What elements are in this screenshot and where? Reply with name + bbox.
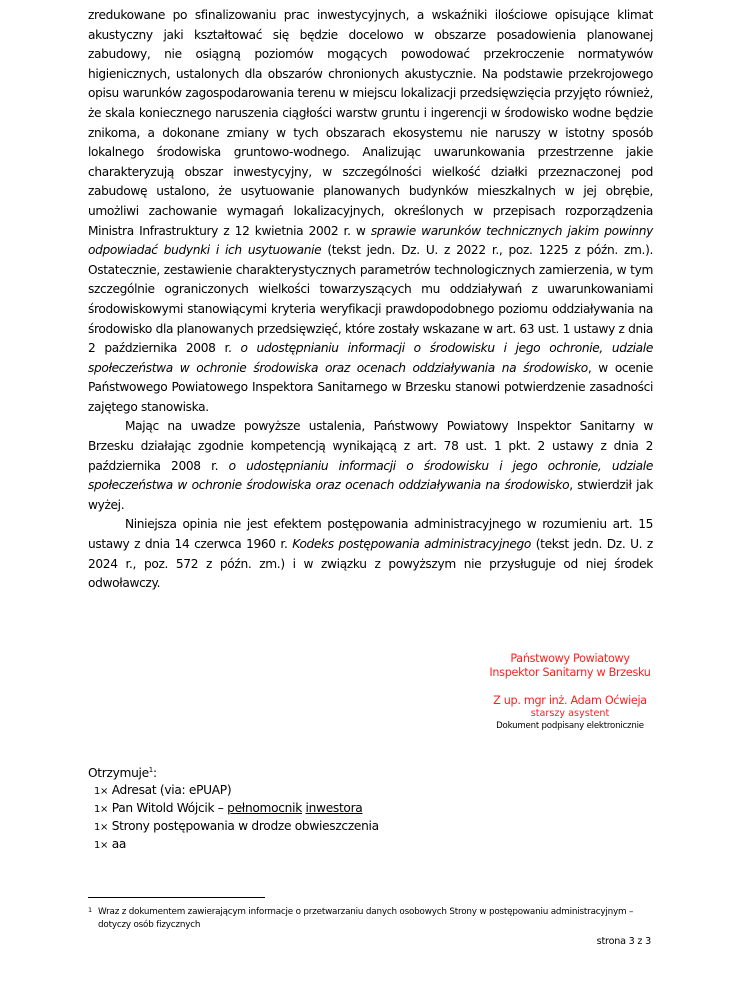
page-number: strona 3 z 3 bbox=[596, 936, 651, 947]
footnote bbox=[88, 906, 658, 931]
legal-citation-title: Kodeks postępowania administracyjnego bbox=[292, 537, 532, 552]
recipient-item: 1× Strony postępowania w drodze obwieszczenia bbox=[94, 819, 379, 834]
signature-office-line2: Inspektor Sanitarny w Brzesku bbox=[489, 666, 651, 679]
recipient-item: 1× aa bbox=[94, 837, 127, 852]
paragraph-assessment bbox=[88, 6, 653, 417]
text-run: zredukowane po sfinalizowaniu prac inwestycyjnych, a wskaźniki ilościowe opisujące klimat akustyczny jaki kształtować się będzie docelowo w obszarze posadowienia planowanej zabudowy, nie osiągną poziomów mogących powodować przekroczenie normatywów higienicznych, ustalonych dla obszarów chronionych akustycznie. Na podstawie przekrojowego opisu warunków zagospodarowania terenu w miejscu lokalizacji przedsięwzięcia przyjęto również, że skala koniecznego naruszenia ciągłości warstw gruntu i ingerencji w środowisko wodne będzie znikoma, a dokonane zmiany w tych obszarach ekosystemu nie naruszy w istotny sposób lokalnego środowiska gruntowo-wodnego. Analizując uwarunkowania przestrzenne jakie charakteryzują obszar inwestycyjny, w szczególności wielkość działki przeznaczonej pod zabudowę ustalono, że usytuowanie planowanych budynków mieszkalnych w jej obrębie, umożliwi zachowanie wymagań lokalizacyjnych, określonych w przepisach rozporządzenia Ministra Infrastruktury z 12 kwietnia 2002 r. w bbox=[88, 8, 653, 238]
footnote-separator bbox=[88, 897, 265, 898]
text-run: Mając na uwadze powyższe ustalenia, Państwowy Powiatowy Inspektor Sanitarny w Brzesku działając zgodnie kompetencją wynikającą z art. 78 ust. 1 pkt. 2 ustawy z dnia 2 października 2008 r. bbox=[88, 419, 653, 473]
legal-citation-title: o udostępnianiu informacji o środowisku i jego ochronie, udziale społeczeństwa w ochronie środowiska oraz ocenach oddziaływania na środowisko bbox=[88, 341, 653, 375]
text-run: (tekst jedn. Dz. U. z 2024 r., poz. 572 z późn. zm.) i w związku z powyższym nie przysługuje od niej środek odwoławczy. bbox=[88, 537, 653, 591]
text-run: (tekst jedn. Dz. U. z 2022 r., poz. 1225 z późn. zm.). Ostatecznie, zestawienie charakterystycznych parametrów technologicznych zamierzenia, w tym szczególnie ograniczonych wielkości towarzyszących mu oddziaływań z uwarunkowaniami środowiskowymi stanowiącymi kryteria weryfikacji prawdopodobnego poziomu oddziaływania na środowisko dla planowanych przedsięwzięć, które zostały wskazane w art. 63 ust. 1 ustawy z dnia 2 października 2008 r. bbox=[88, 243, 653, 356]
legal-citation-title: o udostępnianiu informacji o środowisku i jego ochronie, udziale społeczeństwa w ochronie środowiska oraz ocenach oddziaływania na środowisko bbox=[88, 458, 653, 493]
recipients-list bbox=[88, 762, 379, 854]
document-body bbox=[88, 6, 653, 594]
legal-citation-title: sprawie warunków technicznych jakim powinny odpowiadać budynki i ich usytuowanie bbox=[88, 223, 653, 258]
paragraph-appeal-notice bbox=[88, 515, 653, 593]
paragraph-conclusion bbox=[88, 417, 653, 515]
recipient-item: 1× Pan Witold Wójcik – pełnomocnik inwestora bbox=[94, 801, 363, 816]
footnote-number: 1 bbox=[88, 906, 92, 914]
recipients-heading: Otrzymuje$^1$: bbox=[88, 766, 157, 781]
text-run: , stwierdził jak wyżej. bbox=[88, 478, 653, 512]
signature-role: starszy asystent bbox=[530, 708, 610, 719]
footnote-ref: 1 bbox=[148, 766, 153, 774]
signature-block bbox=[470, 652, 670, 732]
signature-note: Dokument podpisany elektronicznie bbox=[496, 721, 644, 731]
footnote-text: Wraz z dokumentem zawierającym informacje o przetwarzaniu danych osobowych Strony w postępowaniu administracyjnym – dotyczy osób fizycznych bbox=[98, 907, 634, 930]
text-run: , w ocenie Państwowego Powiatowego Inspektora Sanitarnego w Brzesku stanowi potwierdzenie zasadności zajętego stanowiska. bbox=[88, 360, 653, 414]
signature-office-line1: Państwowy Powiatowy bbox=[510, 652, 630, 665]
recipient-item: 1× Adresat (via: ePUAP) bbox=[94, 783, 232, 798]
text-run: Niniejsza opinia nie jest efektem postępowania administracyjnego w rozumieniu art. 15 ustawy z dnia 14 czerwca 1960 r. bbox=[88, 517, 653, 552]
signature-signer: Z up. mgr inż. Adam Oćwieja bbox=[493, 694, 647, 707]
